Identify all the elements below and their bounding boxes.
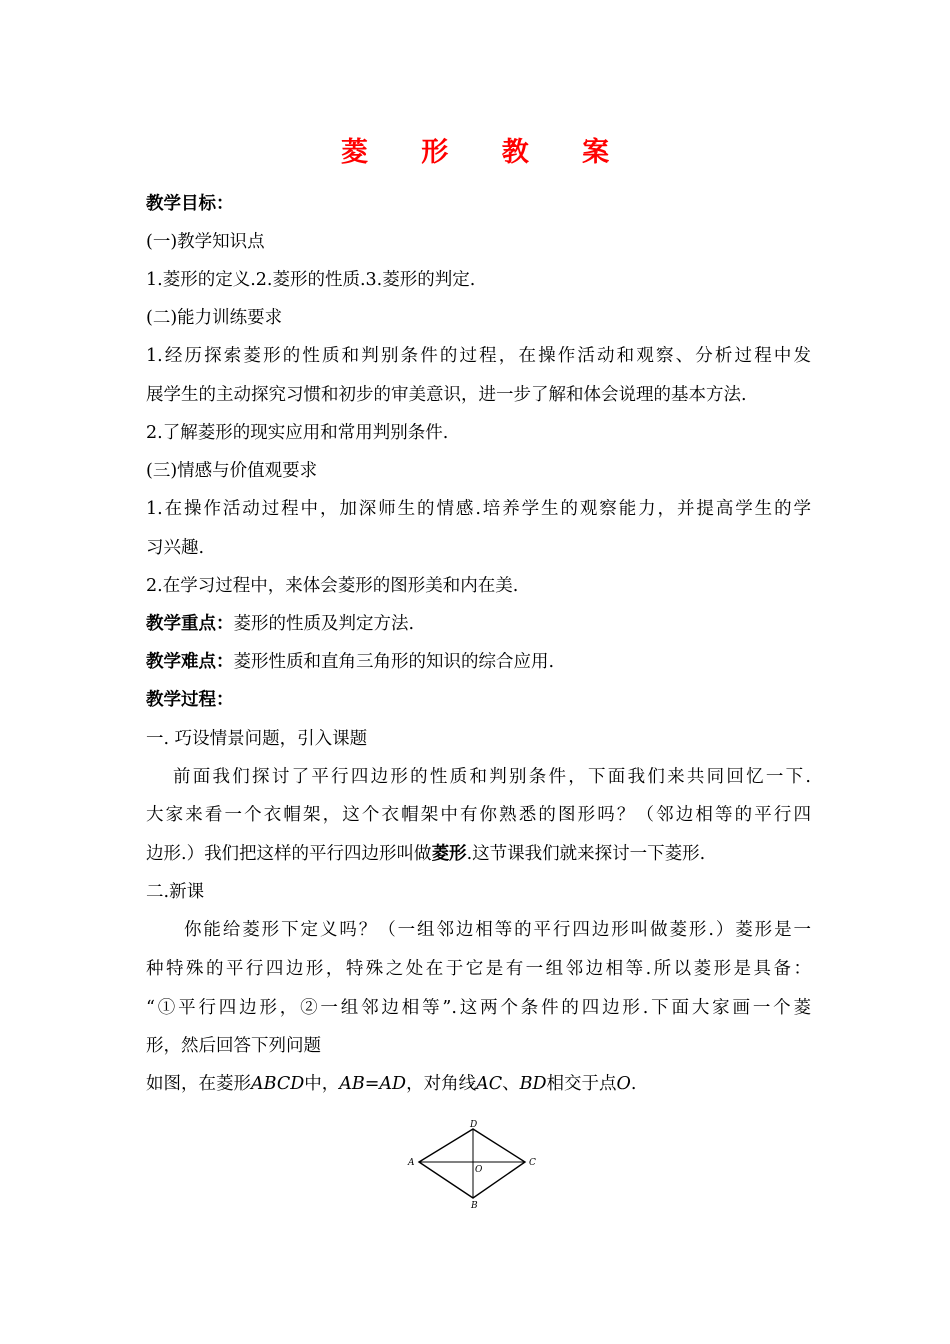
section-knowledge: (一)教学知识点 — [146, 232, 265, 252]
rhombus-diagram — [405, 1118, 545, 1210]
caption-text-3: ，对角线 — [406, 1074, 477, 1094]
rhombus-outline — [419, 1129, 525, 1198]
page-title: 菱 形 教 案 — [340, 137, 632, 168]
caption-ac: AC — [476, 1074, 503, 1094]
key-point-label: 教学重点： — [146, 614, 234, 634]
part-two-heading: 二.新课 — [146, 882, 205, 902]
key-point — [146, 612, 811, 636]
ability-item-1-line-2: 展学生的主动探究习惯和初步的审美意识，进一步了解和体会说理的基本方法. — [146, 385, 747, 405]
caption-end: . — [630, 1074, 637, 1094]
difficult-point-label: 教学难点： — [146, 652, 234, 672]
process-heading: 教学过程： — [146, 690, 234, 710]
newlesson-para-line-3: “①平行四边形，②一组邻边相等”.这两个条件的四边形.下面大家画一个菱 — [146, 998, 811, 1018]
ability-item-1-line-1: 1.经历探索菱形的性质和判别条件的过程，在操作活动和观察、分析过程中发 — [146, 346, 811, 366]
section-emotion: (三)情感与价值观要求 — [146, 461, 318, 481]
difficult-point-text: 菱形性质和直角三角形的知识的综合应用. — [233, 652, 555, 672]
caption-o: O — [616, 1074, 631, 1094]
label-o: O — [475, 1165, 483, 1175]
intro-text-c: .这节课我们就来探讨一下菱形. — [466, 844, 706, 864]
emotion-item-1-line-2: 习兴趣. — [146, 538, 205, 558]
caption-text-1: 如图，在菱形 — [146, 1074, 251, 1094]
newlesson-para-line-4: 形，然后回答下列问题 — [146, 1036, 321, 1056]
figure-caption — [146, 1072, 811, 1096]
intro-para-line-2: 大家来看一个衣帽架，这个衣帽架中有你熟悉的图形吗？（邻边相等的平行四 — [146, 805, 811, 825]
difficult-point — [146, 650, 811, 674]
part-one-heading: 一. 巧设情景问题，引入课题 — [146, 729, 368, 749]
caption-text-4: 相交于点 — [546, 1074, 617, 1094]
term-rhombus: 菱形 — [431, 844, 467, 864]
intro-para-line-1: 前面我们探讨了平行四边形的性质和判别条件，下面我们来共同回忆一下. — [173, 767, 811, 787]
objectives-heading: 教学目标： — [146, 194, 234, 214]
intro-text-a: 边形.）我们把这样的平行四边形叫做 — [146, 844, 432, 864]
caption-abcd: ABCD — [251, 1074, 305, 1094]
emotion-item-1-line-1: 1.在操作活动过程中，加深师生的情感.培养学生的观察能力，并提高学生的学 — [146, 499, 811, 519]
knowledge-items: 1.菱形的定义.2.菱形的性质.3.菱形的判定. — [146, 270, 476, 290]
caption-bd: BD — [519, 1074, 547, 1094]
label-b: B — [471, 1201, 478, 1210]
caption-text-2: 中， — [304, 1074, 340, 1094]
emotion-item-2: 2.在学习过程中，来体会菱形的图形美和内在美. — [146, 576, 519, 596]
section-ability: (二)能力训练要求 — [146, 308, 283, 328]
intro-para-line-3 — [146, 842, 811, 866]
key-point-text: 菱形的性质及判定方法. — [233, 614, 415, 634]
label-d: D — [470, 1120, 478, 1130]
caption-sep: 、 — [502, 1074, 520, 1094]
newlesson-para-line-2: 种特殊的平行四边形，特殊之处在于它是有一组邻边相等.所以菱形是具备： — [146, 959, 811, 979]
newlesson-para-line-1: 你能给菱形下定义吗？（一组邻边相等的平行四边形叫做菱形.）菱形是一 — [184, 920, 811, 940]
ability-item-2: 2.了解菱形的现实应用和常用判别条件. — [146, 423, 449, 443]
label-c: C — [529, 1158, 536, 1168]
caption-ab-ad: AB=AD — [339, 1074, 407, 1094]
label-a: A — [408, 1158, 415, 1168]
